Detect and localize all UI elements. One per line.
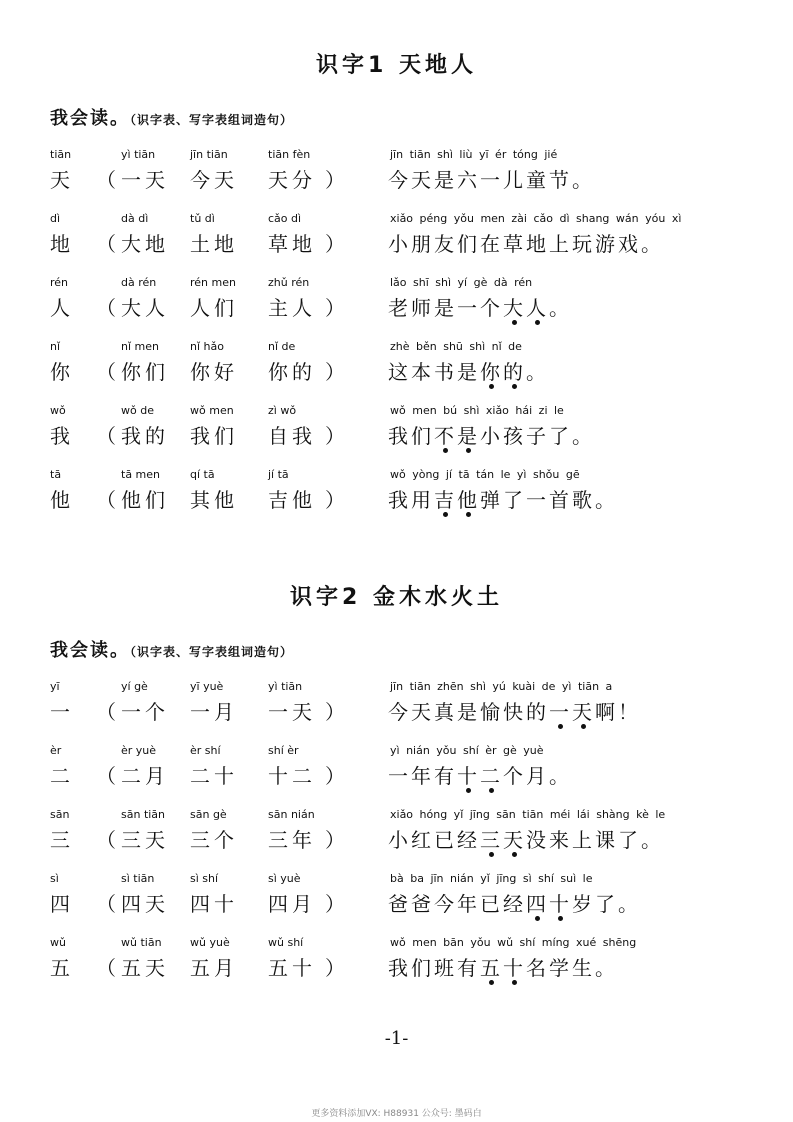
word-row (0, 212, 793, 262)
sentence-pinyin: wǒ men bān yǒu wǔ shí míng xué shēng (390, 936, 637, 949)
w1-pinyin: dà dì (121, 212, 149, 225)
subhead-note: （识字表、写字表组词造句） (130, 645, 294, 659)
paren: ） (325, 296, 345, 320)
word-row (0, 404, 793, 454)
w1-pinyin: tā men (121, 468, 161, 481)
w3-pinyin: yì tiān (268, 680, 303, 693)
paren: （ (96, 956, 116, 980)
sentence-pinyin: xiǎo péng yǒu men zài cǎo dì shang wán yóu xì (390, 212, 682, 225)
w2-pinyin: sì shí (190, 872, 219, 885)
lesson2-title: 识字2 金木水火土 (290, 585, 503, 610)
w2-hanzi: 我们 (190, 424, 238, 448)
w3-pinyin: wǔ shí (268, 936, 304, 949)
w1-pinyin: wǔ tiān (121, 936, 162, 949)
paren: ） (325, 488, 345, 512)
w1-hanzi: 你们 (121, 360, 169, 384)
emphasis-dot (489, 980, 494, 985)
word-row (0, 872, 793, 922)
subhead-text: 我会读。 (50, 640, 130, 661)
char-hanzi: 二 (50, 764, 70, 788)
w2-pinyin: jīn tiān (190, 148, 228, 161)
emphasis-dot (535, 916, 540, 921)
w1-pinyin: dà rén (121, 276, 157, 289)
emphasis-dot (489, 788, 494, 793)
char-hanzi: 三 (50, 828, 70, 852)
emphasis-dot (489, 384, 494, 389)
w2-pinyin: tǔ dì (190, 212, 215, 225)
w1-hanzi: 大地 (121, 232, 169, 256)
w2-pinyin: yī yuè (190, 680, 224, 693)
w2-pinyin: èr shí (190, 744, 221, 757)
emphasis-dot (535, 320, 540, 325)
w3-hanzi: 一天 (268, 700, 316, 724)
w2-hanzi: 五月 (190, 956, 238, 980)
w3-hanzi: 自我 (268, 424, 316, 448)
paren: （ (96, 700, 116, 724)
sentence-hanzi: 我们班有五十名学生。 (388, 956, 618, 980)
char-pinyin: sān (50, 808, 70, 821)
w3-hanzi: 十二 (268, 764, 316, 788)
w3-pinyin: tiān fèn (268, 148, 311, 161)
paren: ） (325, 232, 345, 256)
paren: ） (325, 360, 345, 384)
sentence-pinyin: wǒ men bú shì xiǎo hái zi le (390, 404, 564, 417)
w1-hanzi: 我的 (121, 424, 169, 448)
emphasis-dot (512, 320, 517, 325)
sentence-hanzi: 我们不是小孩子了。 (388, 424, 595, 448)
w2-hanzi: 三个 (190, 828, 238, 852)
word-row (0, 680, 793, 730)
subhead-note: （识字表、写字表组词造句） (130, 113, 294, 127)
paren: ） (325, 700, 345, 724)
w1-pinyin: nǐ men (121, 340, 159, 353)
sentence-pinyin: jīn tiān zhēn shì yú kuài de yì tiān a (390, 680, 613, 693)
char-hanzi: 四 (50, 892, 70, 916)
paren: ） (325, 892, 345, 916)
w2-hanzi: 四十 (190, 892, 238, 916)
w2-hanzi: 你好 (190, 360, 238, 384)
paren: ） (325, 956, 345, 980)
sentence-hanzi: 我用吉他弹了一首歌。 (388, 488, 618, 512)
sentence-hanzi: 老师是一个大人。 (388, 296, 572, 320)
word-row (0, 936, 793, 986)
subhead-text: 我会读。 (50, 108, 130, 129)
paren: （ (96, 764, 116, 788)
word-row (0, 744, 793, 794)
word-row (0, 468, 793, 518)
paren: （ (96, 892, 116, 916)
char-hanzi: 你 (50, 360, 70, 384)
char-pinyin: èr (50, 744, 62, 757)
w2-hanzi: 今天 (190, 168, 238, 192)
w3-hanzi: 天分 (268, 168, 316, 192)
char-hanzi: 他 (50, 488, 70, 512)
w2-hanzi: 其他 (190, 488, 238, 512)
w3-hanzi: 草地 (268, 232, 316, 256)
emphasis-dot (558, 724, 563, 729)
paren: （ (96, 232, 116, 256)
char-hanzi: 五 (50, 956, 70, 980)
sentence-pinyin: yì nián yǒu shí èr gè yuè (390, 744, 544, 757)
w3-pinyin: sì yuè (268, 872, 301, 885)
w2-pinyin: wǔ yuè (190, 936, 230, 949)
sentence-hanzi: 今天是六一儿童节。 (388, 168, 595, 192)
w3-pinyin: shí èr (268, 744, 299, 757)
paren: （ (96, 360, 116, 384)
w2-pinyin: qí tā (190, 468, 215, 481)
char-pinyin: dì (50, 212, 61, 225)
char-hanzi: 我 (50, 424, 70, 448)
sentence-hanzi: 这本书是你的。 (388, 360, 549, 384)
sentence-pinyin: xiǎo hóng yǐ jīng sān tiān méi lái shàng kè le (390, 808, 666, 821)
w3-hanzi: 主人 (268, 296, 316, 320)
char-hanzi: 地 (50, 232, 70, 256)
word-row (0, 276, 793, 326)
w3-pinyin: sān nián (268, 808, 315, 821)
char-pinyin: sì (50, 872, 59, 885)
w1-pinyin: èr yuè (121, 744, 157, 757)
char-pinyin: wǔ (50, 936, 66, 949)
w1-pinyin: yí gè (121, 680, 148, 693)
lesson1-title: 识字1 天地人 (316, 53, 477, 78)
char-pinyin: wǒ (50, 404, 66, 417)
w2-hanzi: 人们 (190, 296, 238, 320)
word-row (0, 340, 793, 390)
w3-hanzi: 你的 (268, 360, 316, 384)
w1-hanzi: 一个 (121, 700, 169, 724)
sentence-hanzi: 今天真是愉快的一天啊！ (388, 700, 641, 724)
paren: （ (96, 424, 116, 448)
paren: ） (325, 828, 345, 852)
emphasis-dot (558, 916, 563, 921)
w3-hanzi: 吉他 (268, 488, 316, 512)
w3-pinyin: zhǔ rén (268, 276, 310, 289)
w1-hanzi: 他们 (121, 488, 169, 512)
sentence-hanzi: 一年有十二个月。 (388, 764, 572, 788)
w3-pinyin: cǎo dì (268, 212, 302, 225)
w1-hanzi: 大人 (121, 296, 169, 320)
sentence-hanzi: 小红已经三天没来上课了。 (388, 828, 664, 852)
w1-pinyin: sì tiān (121, 872, 155, 885)
w2-pinyin: rén men (190, 276, 236, 289)
sentence-hanzi: 爸爸今年已经四十岁了。 (388, 892, 641, 916)
char-hanzi: 一 (50, 700, 70, 724)
emphasis-dot (466, 512, 471, 517)
char-pinyin: nǐ (50, 340, 61, 353)
footer-watermark: 更多资料添加VX: H88931 公众号: 墨码白 (311, 1109, 482, 1119)
char-pinyin: tā (50, 468, 62, 481)
w2-pinyin: wǒ men (190, 404, 234, 417)
w1-pinyin: sān tiān (121, 808, 166, 821)
paren: ） (325, 764, 345, 788)
word-row (0, 148, 793, 198)
sentence-pinyin: jīn tiān shì liù yī ér tóng jié (390, 148, 558, 161)
w2-hanzi: 二十 (190, 764, 238, 788)
w1-hanzi: 四天 (121, 892, 169, 916)
w3-pinyin: nǐ de (268, 340, 296, 353)
w2-hanzi: 一月 (190, 700, 238, 724)
page-number: -1- (384, 1028, 409, 1049)
char-pinyin: tiān (50, 148, 72, 161)
w2-pinyin: nǐ hǎo (190, 340, 224, 353)
w2-pinyin: sān gè (190, 808, 227, 821)
w1-pinyin: wǒ de (121, 404, 154, 417)
emphasis-dot (443, 448, 448, 453)
paren: （ (96, 488, 116, 512)
emphasis-dot (443, 512, 448, 517)
paren: ） (325, 424, 345, 448)
sentence-pinyin: lǎo shī shì yí gè dà rén (390, 276, 533, 289)
emphasis-dot (581, 724, 586, 729)
paren: （ (96, 168, 116, 192)
w3-hanzi: 五十 (268, 956, 316, 980)
emphasis-dot (512, 384, 517, 389)
sentence-pinyin: wǒ yòng jí tā tán le yì shǒu gē (390, 468, 580, 481)
w1-hanzi: 三天 (121, 828, 169, 852)
w1-hanzi: 一天 (121, 168, 169, 192)
emphasis-dot (512, 852, 517, 857)
w1-hanzi: 五天 (121, 956, 169, 980)
w1-pinyin: yì tiān (121, 148, 156, 161)
char-pinyin: yī (50, 680, 60, 693)
sentence-pinyin: zhè běn shū shì nǐ de (390, 340, 522, 353)
w3-pinyin: zì wǒ (268, 404, 297, 417)
lesson1-subhead (50, 104, 293, 130)
paren: （ (96, 828, 116, 852)
sentence-pinyin: bà ba jīn nián yǐ jīng sì shí suì le (390, 872, 593, 885)
emphasis-dot (466, 788, 471, 793)
sentence-hanzi: 小朋友们在草地上玩游戏。 (388, 232, 664, 256)
w1-hanzi: 二月 (121, 764, 169, 788)
paren: ） (325, 168, 345, 192)
emphasis-dot (489, 852, 494, 857)
lesson2-subhead (50, 636, 293, 662)
char-hanzi: 天 (50, 168, 70, 192)
w2-hanzi: 土地 (190, 232, 238, 256)
char-hanzi: 人 (50, 296, 70, 320)
emphasis-dot (466, 448, 471, 453)
emphasis-dot (512, 980, 517, 985)
char-pinyin: rén (50, 276, 69, 289)
word-row (0, 808, 793, 858)
paren: （ (96, 296, 116, 320)
w3-hanzi: 三年 (268, 828, 316, 852)
w3-pinyin: jí tā (268, 468, 289, 481)
w3-hanzi: 四月 (268, 892, 316, 916)
